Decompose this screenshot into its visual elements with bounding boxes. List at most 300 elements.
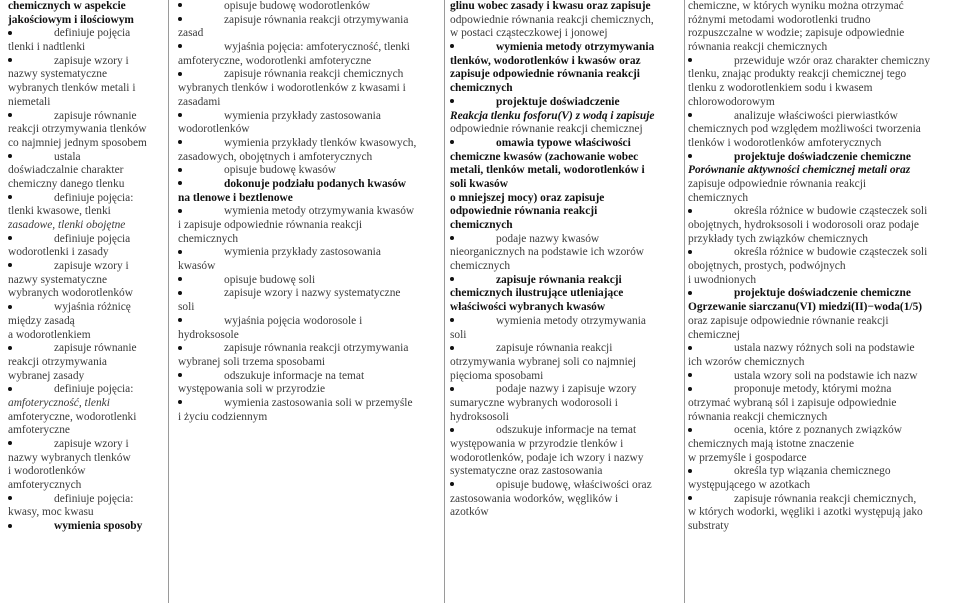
requirement-text-line xyxy=(8,82,158,96)
line-text: doświadczalnie charakter xyxy=(8,164,124,177)
column-intermediate xyxy=(178,0,440,603)
line-text: w postaci cząsteczkowej i jonowej xyxy=(450,27,608,40)
requirement-text-line xyxy=(450,370,682,384)
requirement-bullet-line xyxy=(450,233,682,247)
bullet-icon xyxy=(688,373,692,377)
requirement-text-line xyxy=(450,301,682,315)
requirement-text-line xyxy=(450,493,682,507)
line-text: odszukuje informacje na temat xyxy=(496,424,637,437)
line-text: chlorowodorowym xyxy=(688,95,775,108)
line-text: systematyczne oraz zastosowania xyxy=(450,465,603,478)
requirement-text-line xyxy=(8,452,158,466)
requirement-text-line xyxy=(8,465,158,479)
column-basic xyxy=(8,0,158,603)
requirement-text-line xyxy=(450,205,682,219)
requirement-text-line xyxy=(688,411,956,425)
requirement-bullet-line xyxy=(450,274,682,288)
line-text: dokonuje podziału podanych kwasów xyxy=(224,177,406,190)
line-text: zasad xyxy=(178,27,204,40)
line-text: chemiczny danego tlenku xyxy=(8,177,125,190)
line-text: hydroksosole xyxy=(178,328,239,341)
line-text: określa typ wiązania chemicznego xyxy=(734,465,891,478)
requirement-text-line xyxy=(450,397,682,411)
requirement-bullet-line xyxy=(450,342,682,356)
line-text: nazwy wybranych tlenków xyxy=(8,451,131,464)
requirement-text-line xyxy=(450,438,682,452)
requirement-text-line xyxy=(178,233,440,247)
line-text: zapisuje równania reakcji chemicznych, xyxy=(734,492,917,505)
requirement-text-line xyxy=(450,55,682,69)
line-text: tlenki kwasowe, tlenki xyxy=(8,205,111,218)
requirement-text-line xyxy=(178,82,440,96)
line-text: o mniejszej mocy) oraz zapisuje xyxy=(450,191,605,204)
line-text: występującego w azotkach xyxy=(688,479,811,492)
bullet-icon xyxy=(450,346,454,350)
line-text: i uwodnionych xyxy=(688,273,757,286)
requirement-text-line xyxy=(178,329,440,343)
line-text: wodorotlenki i zasady xyxy=(8,246,109,259)
line-text: wybranych tlenków i wodorotlenków z kwasami i xyxy=(178,82,406,95)
line-text: wyjaśnia różnicę xyxy=(54,301,131,314)
line-text: chemicznych xyxy=(178,232,239,245)
requirement-bullet-line xyxy=(688,205,956,219)
line-text: wymienia metody otrzymywania xyxy=(496,314,646,327)
requirement-bullet-line xyxy=(178,178,440,192)
bullet-icon xyxy=(178,72,182,76)
line-text: w przemyśle i gospodarce xyxy=(688,451,807,464)
requirement-text-line xyxy=(688,397,956,411)
bullet-icon xyxy=(688,250,692,254)
requirement-text-line xyxy=(8,123,158,137)
requirement-text-line xyxy=(8,137,158,151)
line-text: wybranej zasady xyxy=(8,369,85,382)
line-text: reakcji otrzymywania xyxy=(8,355,107,368)
requirement-text-line xyxy=(688,452,956,466)
requirement-bullet-line xyxy=(450,315,682,329)
requirement-bullet-line xyxy=(178,0,440,14)
line-text: projektuje doświadczenie xyxy=(496,95,620,108)
line-text: chemicznych xyxy=(450,260,511,273)
bullet-icon xyxy=(688,113,692,117)
line-text: reakcji otrzymywania tlenków xyxy=(8,123,147,136)
requirement-text-line xyxy=(450,27,682,41)
requirement-bullet-line xyxy=(178,164,440,178)
requirement-text-line xyxy=(688,96,956,110)
line-text: Porównanie aktywności chemicznej metali oraz xyxy=(688,164,911,177)
requirement-text-line xyxy=(688,178,956,192)
requirement-text-line xyxy=(450,68,682,82)
requirement-text-line xyxy=(8,329,158,343)
requirement-text-line xyxy=(450,0,682,14)
line-text: zapisuje równania reakcji chemicznych xyxy=(224,68,404,81)
line-text: definiuje pojęcia xyxy=(54,232,131,245)
bullet-icon xyxy=(178,400,182,404)
requirement-text-line xyxy=(450,164,682,178)
requirement-bullet-line xyxy=(178,41,440,55)
bullet-icon xyxy=(688,387,692,391)
requirement-bullet-line xyxy=(688,342,956,356)
bullet-icon xyxy=(178,346,182,350)
line-text: amfoteryczne, wodorotlenki amfoteryczne xyxy=(178,54,372,67)
bullet-icon xyxy=(450,387,454,391)
requirement-text-line xyxy=(450,110,682,124)
bullet-icon xyxy=(450,318,454,322)
requirement-text-line xyxy=(688,68,956,82)
bullet-icon xyxy=(178,3,182,7)
line-text: wodorotlenków xyxy=(178,123,250,136)
line-text: tlenku, znając produkty reakcji chemicznej tego xyxy=(688,68,907,81)
bullet-icon xyxy=(178,250,182,254)
line-text: definiuje pojęcia: xyxy=(54,492,134,505)
requirement-text-line xyxy=(8,219,158,233)
line-text: sumaryczne wybranych wodorosoli i xyxy=(450,396,618,409)
line-text: chemiczne, w których wyniku można otrzymać xyxy=(688,0,904,12)
line-text: wybranej soli trzema sposobami xyxy=(178,355,326,368)
line-text: zapisuje równania reakcji otrzymywania xyxy=(224,342,409,355)
bullet-icon xyxy=(8,31,12,35)
line-text: i wodorotlenków xyxy=(8,465,86,478)
line-text: ustala wzory soli na podstawie ich nazw xyxy=(734,369,918,382)
bullet-icon xyxy=(450,277,454,281)
requirement-bullet-line xyxy=(8,110,158,124)
requirement-text-line xyxy=(688,438,956,452)
line-text: obojętnych, hydroksosoli i wodorosoli oraz podaje xyxy=(688,219,919,231)
bullet-icon xyxy=(450,140,454,144)
requirement-text-line xyxy=(688,137,956,151)
line-text: opisuje budowę wodorotlenków xyxy=(224,0,371,12)
line-text: zapisuje wzory i xyxy=(54,260,129,273)
requirement-text-line xyxy=(450,506,682,520)
requirement-text-line xyxy=(450,452,682,466)
line-text: tlenku z wodorotlenkiem sodu i kwasem xyxy=(688,82,873,95)
requirement-text-line xyxy=(450,178,682,192)
requirement-bullet-line xyxy=(8,192,158,206)
requirement-bullet-line xyxy=(8,342,158,356)
bullet-icon xyxy=(450,482,454,486)
line-text: zapisuje wzory i xyxy=(54,438,129,450)
bullet-icon xyxy=(688,496,692,500)
line-text: tlenków, wodorotlenków i kwasów oraz xyxy=(450,54,641,67)
requirement-bullet-line xyxy=(450,424,682,438)
line-text: zasadami xyxy=(178,95,221,108)
bullet-icon xyxy=(178,113,182,117)
line-text: wymienia przykłady tlenków kwasowych, xyxy=(224,136,417,149)
line-text: ich wzorów chemicznych xyxy=(688,355,805,368)
requirement-text-line xyxy=(450,219,682,233)
line-text: zastosowania wodorków, węglików i xyxy=(450,492,619,505)
line-text: odpowiednie równania reakcji chemicznych, xyxy=(450,13,654,26)
line-text: określa różnice w budowie cząsteczek soli xyxy=(734,205,928,218)
line-text: soli kwasów xyxy=(450,177,508,190)
requirement-bullet-line xyxy=(8,27,158,41)
line-text: definiuje pojęcia: xyxy=(54,383,134,396)
requirement-bullet-line xyxy=(178,14,440,28)
requirement-bullet-line xyxy=(688,370,956,384)
line-text: opisuje budowę soli xyxy=(224,273,316,286)
line-text: zapisuje równania reakcji otrzymywania xyxy=(224,13,409,26)
line-text: właściwości wybranych kwasów xyxy=(450,301,606,314)
requirement-text-line xyxy=(178,192,440,206)
requirement-text-line xyxy=(688,82,956,96)
line-text: w których wodorki, węgliki i azotki występują jako xyxy=(688,506,923,519)
line-text: przykłady tych związków chemicznych xyxy=(688,232,868,245)
column-divider xyxy=(684,0,685,603)
line-text: tlenki i nadtlenki xyxy=(8,41,86,54)
bullet-icon xyxy=(688,428,692,432)
line-text: kwasów xyxy=(178,260,216,273)
requirement-bullet-line xyxy=(178,274,440,288)
line-text: występowania w przyrodzie tlenków i xyxy=(450,438,624,450)
requirement-text-line xyxy=(178,301,440,315)
bullet-icon xyxy=(178,181,182,185)
bullet-icon xyxy=(8,496,12,500)
requirement-text-line xyxy=(8,397,158,411)
line-text: oraz zapisuje odpowiednie równanie reakcji xyxy=(688,314,889,327)
requirement-bullet-line xyxy=(450,137,682,151)
requirement-text-line xyxy=(450,151,682,165)
line-text: otrzymywania wybranej soli co najmniej xyxy=(450,355,636,368)
bullet-icon xyxy=(8,524,12,528)
requirement-bullet-line xyxy=(178,342,440,356)
bullet-icon xyxy=(8,441,12,445)
requirement-bullet-line xyxy=(8,151,158,165)
requirement-bullet-line xyxy=(688,287,956,301)
line-text: soli xyxy=(450,328,467,341)
requirement-bullet-line xyxy=(450,383,682,397)
requirement-text-line xyxy=(8,479,158,493)
line-text: odszukuje informacje na temat xyxy=(224,369,365,382)
requirement-bullet-line xyxy=(688,465,956,479)
bullet-icon xyxy=(450,236,454,240)
requirement-bullet-line xyxy=(8,383,158,397)
requirement-bullet-line xyxy=(8,493,158,507)
requirement-text-line xyxy=(450,260,682,274)
bullet-icon xyxy=(450,428,454,432)
line-text: omawia typowe właściwości xyxy=(496,136,631,149)
line-text: występowania soli w przyrodzie xyxy=(178,383,326,396)
requirement-text-line xyxy=(8,287,158,301)
requirement-bullet-line xyxy=(8,520,158,534)
requirement-text-line xyxy=(450,82,682,96)
requirement-text-line xyxy=(8,506,158,520)
line-text: definiuje pojęcia xyxy=(54,27,131,40)
requirement-text-line xyxy=(688,219,956,233)
requirement-text-line xyxy=(688,192,956,206)
line-text: projektuje doświadczenie chemiczne xyxy=(734,150,911,163)
line-text: metali, tlenków metali, wodorotlenków i xyxy=(450,164,645,177)
requirement-text-line xyxy=(8,356,158,370)
bullet-icon xyxy=(178,17,182,21)
requirement-text-line xyxy=(8,41,158,55)
line-text: przewiduje wzór oraz charakter chemiczny xyxy=(734,54,931,67)
line-text: Ogrzewanie siarczanu(VI) miedzi(II)−woda(1/5) xyxy=(688,301,923,314)
line-text: określa różnice w budowie cząsteczek soli xyxy=(734,246,928,259)
requirement-bullet-line xyxy=(688,110,956,124)
requirement-text-line xyxy=(8,246,158,260)
requirement-text-line xyxy=(688,274,956,288)
line-text: amfoteryczne xyxy=(8,424,70,437)
bullet-icon xyxy=(688,346,692,350)
line-text: chemicznych mają istotne znaczenie xyxy=(688,438,855,450)
line-text: równania reakcji chemicznych xyxy=(688,410,828,423)
line-text: chemicznych xyxy=(450,219,513,231)
line-text: wyjaśnia pojęcia wodorosole i xyxy=(224,314,363,327)
requirement-text-line xyxy=(688,315,956,329)
requirement-text-line xyxy=(450,287,682,301)
requirement-bullet-line xyxy=(178,397,440,411)
requirement-text-line xyxy=(688,356,956,370)
requirement-text-line xyxy=(450,465,682,479)
line-text: i życiu codziennym xyxy=(178,410,268,423)
requirement-text-line xyxy=(178,356,440,370)
line-text: zapisuje równania reakcji xyxy=(496,273,622,286)
line-text: zapisuje odpowiednie równania reakcji xyxy=(450,68,640,81)
line-text: wymienia metody otrzymywania xyxy=(496,41,655,54)
line-text: wymienia przykłady zastosowania xyxy=(224,246,381,259)
line-text: wymienia sposoby xyxy=(54,520,143,533)
requirement-text-line xyxy=(450,356,682,370)
requirement-bullet-line xyxy=(688,424,956,438)
bullet-icon xyxy=(8,58,12,62)
bullet-icon xyxy=(178,44,182,48)
bullet-icon xyxy=(8,195,12,199)
requirement-text-line xyxy=(8,274,158,288)
requirement-text-line xyxy=(178,96,440,110)
requirement-bullet-line xyxy=(688,246,956,260)
requirement-text-line xyxy=(450,123,682,137)
line-text: na tlenowe i beztlenowe xyxy=(178,191,293,204)
line-text: różnymi metodami wodorotlenki trudno xyxy=(688,13,871,26)
line-text: i zapisuje odpowiednie równania reakcji xyxy=(178,219,363,231)
line-text: wyjaśnia pojęcia: amfoteryczność, tlenki xyxy=(224,41,410,54)
line-text: glinu wobec zasady i kwasu oraz zapisuje xyxy=(450,0,651,12)
line-text: analizuje właściwości pierwiastków xyxy=(734,109,898,122)
line-text: projektuje doświadczenie chemiczne xyxy=(734,287,911,300)
bullet-icon xyxy=(688,209,692,213)
requirement-text-line xyxy=(178,55,440,69)
bullet-icon xyxy=(8,236,12,240)
requirement-text-line xyxy=(688,506,956,520)
requirement-text-line xyxy=(688,329,956,343)
requirement-text-line xyxy=(450,329,682,343)
bullet-icon xyxy=(688,469,692,473)
bullet-icon xyxy=(8,263,12,267)
requirement-text-line xyxy=(450,246,682,260)
requirement-bullet-line xyxy=(178,137,440,151)
line-text: otrzymać wybraną sól i zapisuje odpowiednie xyxy=(688,396,897,409)
bullet-icon xyxy=(178,140,182,144)
line-text: chemicznych xyxy=(450,82,513,95)
requirement-text-line xyxy=(688,164,956,178)
requirement-text-line xyxy=(178,411,440,425)
requirement-bullet-line xyxy=(8,301,158,315)
line-text: nazwy systematyczne xyxy=(8,273,107,286)
requirement-bullet-line xyxy=(178,246,440,260)
requirement-bullet-line xyxy=(450,96,682,110)
bullet-icon xyxy=(178,291,182,295)
line-text: wymienia zastosowania soli w przemyśle xyxy=(224,396,413,409)
line-text: hydroksosoli xyxy=(450,410,509,423)
bullet-icon xyxy=(8,346,12,350)
requirement-bullet-line xyxy=(178,370,440,384)
line-text: wodorotlenków, podaje ich wzory i nazwy xyxy=(450,451,644,464)
line-text: pięcioma sposobami xyxy=(450,369,544,382)
line-text: azotków xyxy=(450,506,489,519)
line-text: równania reakcji chemicznych xyxy=(688,41,828,54)
bullet-icon xyxy=(178,209,182,213)
line-text: amfoteryczne, wodorotlenki xyxy=(8,410,137,423)
line-text: wymienia metody otrzymywania kwasów xyxy=(224,205,415,218)
line-text: chemicznych ilustrujące utleniające xyxy=(450,287,624,300)
line-text: wymienia przykłady zastosowania xyxy=(224,109,381,122)
line-text: zasadowych, obojętnych i amfoterycznych xyxy=(178,150,373,163)
requirement-text-line xyxy=(8,315,158,329)
line-text: definiuje pojęcia: xyxy=(54,191,134,204)
line-text: opisuje budowę kwasów xyxy=(224,164,336,177)
line-text: zapisuje wzory i xyxy=(54,54,129,67)
bullet-icon xyxy=(688,291,692,295)
line-text: odpowiednie równania reakcji xyxy=(450,205,598,218)
line-text: zasadowe, tlenki obojętne xyxy=(8,219,126,231)
line-text: zapisuje odpowiednie równania reakcji xyxy=(688,177,867,190)
line-text: podaje nazwy i zapisuje wzory xyxy=(496,383,637,396)
requirement-text-line xyxy=(178,260,440,274)
line-text: amfoteryczność, tlenki xyxy=(8,396,110,409)
requirement-text-line xyxy=(8,96,158,110)
line-text: niemetali xyxy=(8,95,51,108)
column-expert xyxy=(688,0,956,603)
bullet-icon xyxy=(8,154,12,158)
line-text: ustala xyxy=(54,150,81,163)
requirement-text-line xyxy=(8,0,158,14)
line-text: tlenków i wodorotlenków amfoterycznych xyxy=(688,136,882,149)
requirement-text-line xyxy=(178,27,440,41)
line-text: obojętnych, prostych, podwójnych xyxy=(688,260,846,273)
requirement-text-line xyxy=(450,14,682,28)
bullet-icon xyxy=(178,277,182,281)
line-text: rozpuszczalne w wodzie; zapisuje odpowiednie xyxy=(688,27,905,40)
bullet-icon xyxy=(178,318,182,322)
bullet-icon xyxy=(8,387,12,391)
requirement-bullet-line xyxy=(688,55,956,69)
requirement-text-line xyxy=(8,411,158,425)
requirement-bullet-line xyxy=(8,260,158,274)
requirement-bullet-line xyxy=(178,315,440,329)
line-text: nazwy systematyczne xyxy=(8,68,107,81)
requirement-text-line xyxy=(688,301,956,315)
requirement-text-line xyxy=(688,520,956,534)
requirement-bullet-line xyxy=(450,41,682,55)
requirement-bullet-line xyxy=(178,205,440,219)
requirement-text-line xyxy=(8,370,158,384)
line-text: nieorganicznych na podstawie ich wzorów xyxy=(450,246,644,259)
requirement-text-line xyxy=(8,68,158,82)
requirement-text-line xyxy=(450,192,682,206)
line-text: a wodorotlenkiem xyxy=(8,328,91,341)
bullet-icon xyxy=(688,58,692,62)
line-text: soli xyxy=(178,301,195,314)
requirement-bullet-line xyxy=(688,151,956,165)
line-text: wybranych wodorotlenków xyxy=(8,287,133,300)
line-text: wybranych tlenków metali i xyxy=(8,82,136,95)
bullet-icon xyxy=(8,113,12,117)
requirement-text-line xyxy=(688,41,956,55)
requirement-text-line xyxy=(8,178,158,192)
requirement-text-line xyxy=(178,123,440,137)
requirement-bullet-line xyxy=(178,68,440,82)
line-text: Reakcja tlenku fosforu(V) z wodą i zapisuje xyxy=(450,109,655,122)
line-text: chemicznych pod względem możliwości tworzenia xyxy=(688,123,921,136)
